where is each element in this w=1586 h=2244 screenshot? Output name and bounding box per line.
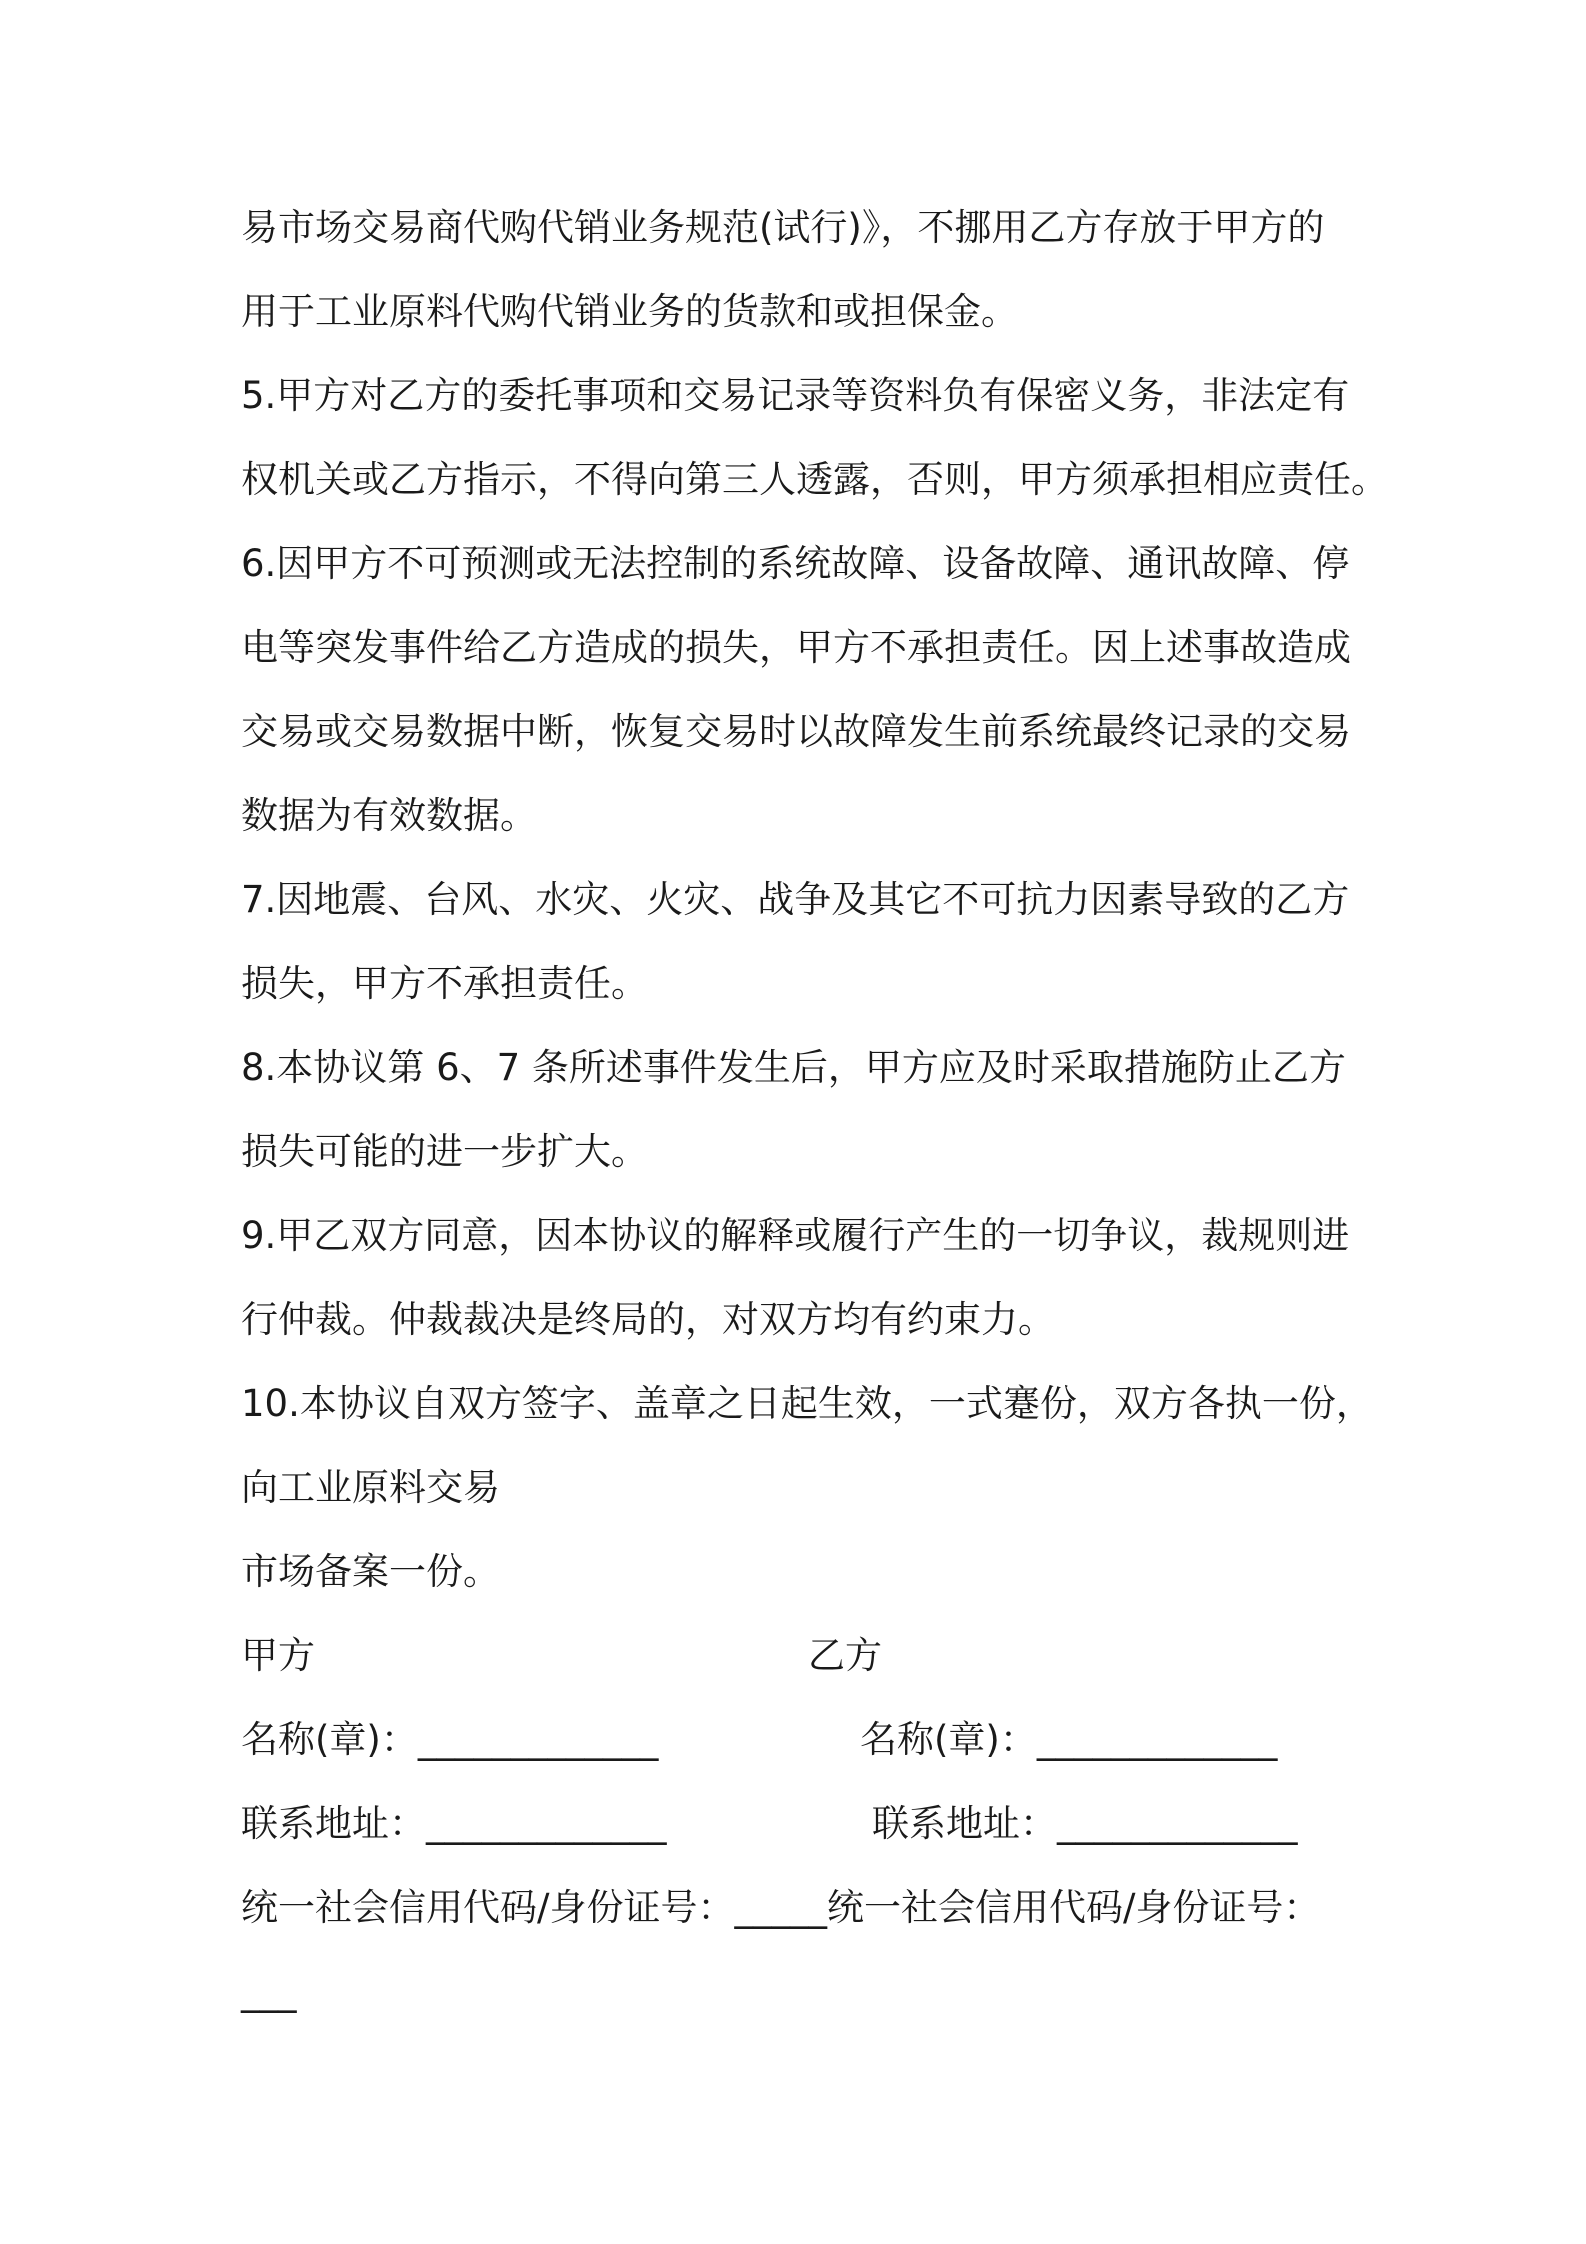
clause-10-line-2: 向工业原料交易: [241, 1466, 500, 1509]
clause-8-line-1: 8.本协议第 6、7 条所述事件发生后，甲方应及时采取措施防止乙方: [241, 1046, 1346, 1089]
party-a-address-field: 联系地址：_____________: [241, 1802, 667, 1845]
clause-9-line-1: 9.甲乙双方同意，因本协议的解释或履行产生的一切争议，裁规则进: [241, 1214, 1350, 1257]
clause-8-line-2: 损失可能的进一步扩大。: [241, 1130, 648, 1173]
credit-code-row: 统一社会信用代码/身份证号：_____统一社会信用代码/身份证号：: [241, 1886, 1321, 1929]
party-a-name-field: 名称(章)：_____________: [241, 1718, 659, 1761]
clause-4-continued-line-1: 易市场交易商代购代销业务规范(试行)》，不挪用乙方存放于甲方的: [241, 206, 1325, 249]
clause-5-line-2: 权机关或乙方指示，不得向第三人透露，否则，甲方须承担相应责任。: [241, 458, 1388, 501]
party-b-name-field: 名称(章)：_____________: [860, 1718, 1278, 1761]
clause-6-line-1: 6.因甲方不可预测或无法控制的系统故障、设备故障、通讯故障、停: [241, 542, 1350, 585]
clause-7-line-2: 损失，甲方不承担责任。: [241, 962, 648, 1005]
party-b-label: 乙方: [808, 1634, 882, 1677]
trailing-blank-line: ___: [241, 1970, 297, 2013]
clause-6-line-4: 数据为有效数据。: [241, 794, 537, 837]
clause-10-line-3: 市场备案一份。: [241, 1550, 500, 1593]
clause-10-line-1: 10.本协议自双方签字、盖章之日起生效，一式蹇份，双方各执一份，: [241, 1382, 1373, 1425]
clause-9-line-2: 行仲裁。仲裁裁决是终局的，对双方均有约束力。: [241, 1298, 1055, 1341]
clause-4-continued-line-2: 用于工业原料代购代销业务的货款和或担保金。: [241, 290, 1018, 333]
clause-5-line-1: 5.甲方对乙方的委托事项和交易记录等资料负有保密义务，非法定有: [241, 374, 1350, 417]
clause-7-line-1: 7.因地震、台风、水灾、火灾、战争及其它不可抗力因素导致的乙方: [241, 878, 1350, 921]
clause-6-line-2: 电等突发事件给乙方造成的损失，甲方不承担责任。因上述事故造成: [241, 626, 1351, 669]
party-a-label: 甲方: [241, 1634, 315, 1677]
clause-6-line-3: 交易或交易数据中断，恢复交易时以故障发生前系统最终记录的交易: [241, 710, 1351, 753]
party-b-address-field: 联系地址：_____________: [872, 1802, 1298, 1845]
